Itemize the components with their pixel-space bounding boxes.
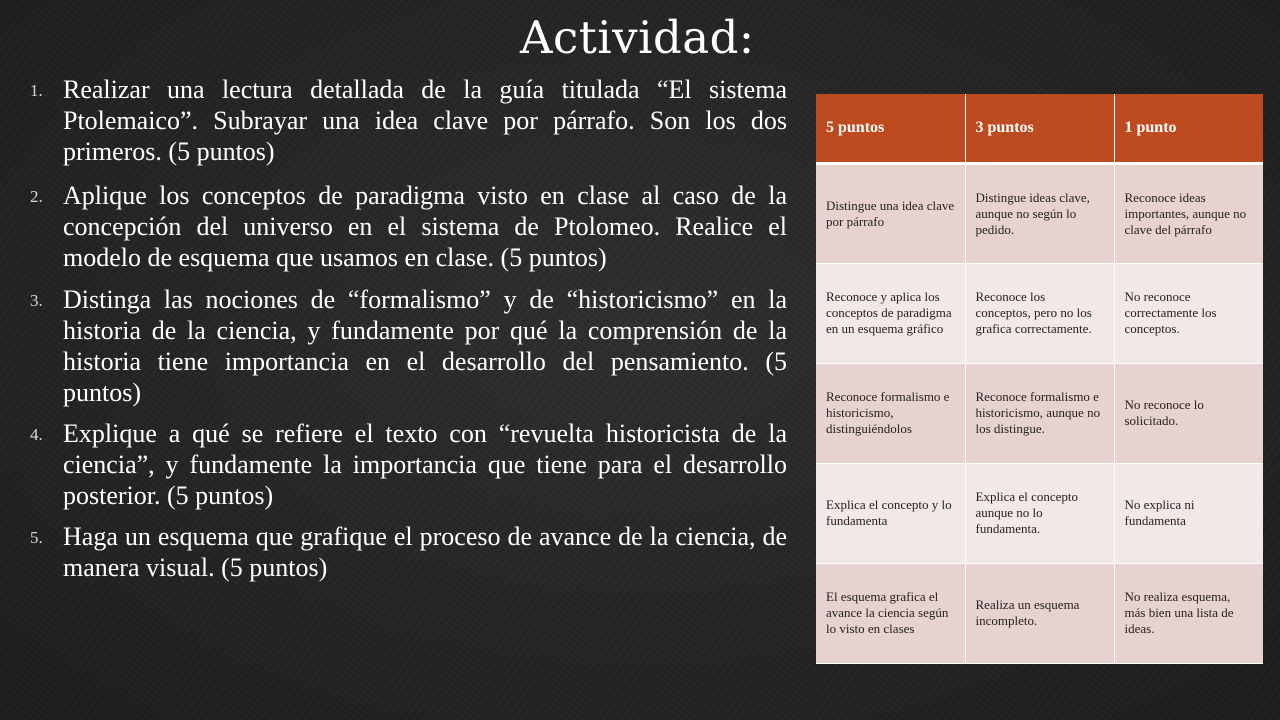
activity-number: 3. — [30, 291, 43, 310]
rubric-row — [816, 163, 1263, 263]
activity-text: Distinga las nociones de “formalismo” y de “historicismo” en la historia de la ciencia, y fundamente por qué la comprensión de la historia tiene importancia en el desarrollo del pensamiento. (5 puntos) — [63, 285, 787, 407]
rubric-header-cell: 3 puntos — [965, 94, 1114, 163]
activity-number: 1. — [30, 81, 43, 100]
rubric-cell: Reconoce formalismo e historicismo, distinguiéndolos — [816, 363, 965, 463]
rubric-cell: El esquema grafica el avance la ciencia según lo visto en clases — [816, 563, 965, 663]
rubric-header-row — [816, 94, 1263, 163]
activity-text: Haga un esquema que grafique el proceso de avance de la ciencia, de manera visual. (5 puntos) — [63, 522, 787, 582]
slide-title: Actividad: — [520, 11, 755, 64]
activity-item — [30, 74, 787, 167]
activity-number: 2. — [30, 187, 43, 206]
rubric-row — [816, 563, 1263, 663]
rubric-cell: Distingue una idea clave por párrafo — [816, 163, 965, 263]
rubric-cell: No realiza esquema, más bien una lista de ideas. — [1114, 563, 1263, 663]
activity-item — [30, 418, 787, 511]
rubric-cell: No explica ni fundamenta — [1114, 463, 1263, 563]
activity-text: Explique a qué se refiere el texto con “revuelta historicista de la ciencia”, y fundamente la importancia que tiene para el desarrollo posterior. (5 puntos) — [63, 419, 787, 510]
rubric-cell: Reconoce y aplica los conceptos de paradigma en un esquema gráfico — [816, 263, 965, 363]
activity-number: 5. — [30, 528, 43, 547]
rubric-cell: Reconoce los conceptos, pero no los grafica correctamente. — [965, 263, 1114, 363]
activity-item — [30, 284, 787, 408]
activity-list — [30, 74, 787, 596]
rubric-cell: Reconoce ideas importantes, aunque no clave del párrafo — [1114, 163, 1263, 263]
rubric-cell: Explica el concepto y lo fundamenta — [816, 463, 965, 563]
activity-item — [30, 521, 787, 583]
activity-text: Aplique los conceptos de paradigma visto en clase al caso de la concepción del universo en el sistema de Ptolomeo. Realice el modelo de esquema que usamos en clase. (5 puntos) — [63, 181, 787, 272]
rubric-cell: Realiza un esquema incompleto. — [965, 563, 1114, 663]
rubric-cell: Reconoce formalismo e historicismo, aunque no los distingue. — [965, 363, 1114, 463]
rubric-cell: No reconoce lo solicitado. — [1114, 363, 1263, 463]
rubric-row — [816, 263, 1263, 363]
activity-text: Realizar una lectura detallada de la guía titulada “El sistema Ptolemaico”. Subrayar una idea clave por párrafo. Son los dos primeros. (5 puntos) — [63, 75, 787, 166]
rubric-row — [816, 463, 1263, 563]
rubric-row — [816, 363, 1263, 463]
rubric-cell: Explica el concepto aunque no lo fundamenta. — [965, 463, 1114, 563]
rubric-cell: No reconoce correctamente los conceptos. — [1114, 263, 1263, 363]
activity-item — [30, 180, 787, 273]
rubric-cell: Distingue ideas clave, aunque no según lo pedido. — [965, 163, 1114, 263]
rubric-header-cell: 1 punto — [1114, 94, 1263, 163]
activity-number: 4. — [30, 425, 43, 444]
rubric-header-cell: 5 puntos — [816, 94, 965, 163]
rubric-table — [816, 94, 1263, 664]
